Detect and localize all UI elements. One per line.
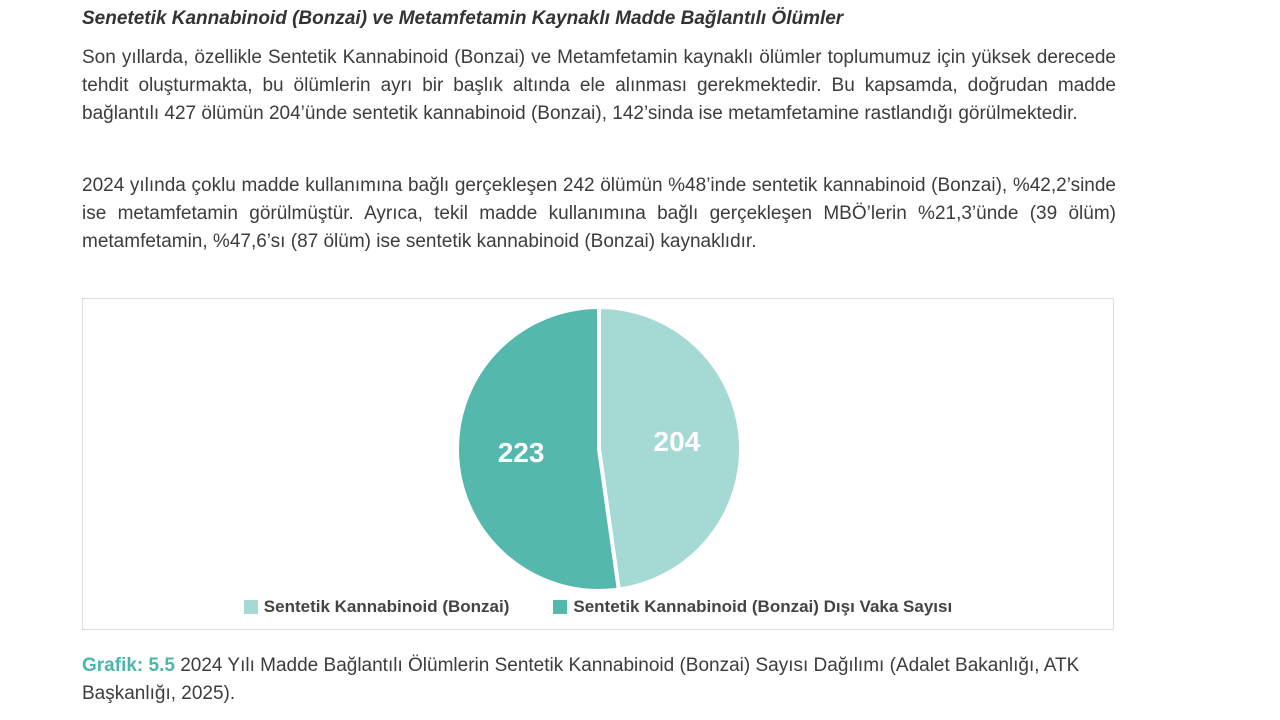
pie-label-bonzai: 204 xyxy=(653,425,701,457)
legend-label-non-bonzai: Sentetik Kannabinoid (Bonzai) Dışı Vaka Sayısı xyxy=(573,597,953,616)
pie-chart xyxy=(83,299,1115,599)
legend-item-non-bonzai xyxy=(553,597,952,617)
paragraph-1: Son yıllarda, özellikle Sentetik Kannabinoid (Bonzai) ve Metamfetamin kaynaklı ölümler toplumumuz için yüksek derecede tehdit oluşturmakta, bu ölümlerin ayrı bir başlık altında ele alınması gerekmektedir. Bu kapsamda, doğrudan madde bağlantılı 427 ölümün 204’ünde sentetik kannabinoid (Bonzai), 142’sinda ise metamfetamine rastlandığı görülmektedir. xyxy=(82,47,1116,124)
legend-item-bonzai xyxy=(244,597,510,617)
pie-label-non-bonzai: 223 xyxy=(497,436,545,468)
legend-swatch-non-bonzai xyxy=(553,600,567,614)
paragraph-2: 2024 yılında çoklu madde kullanımına bağlı gerçekleşen 242 ölümün %48’inde sentetik kannabinoid (Bonzai), %42,2’sinde ise metamfetamin görülmüştür. Ayrıca, tekil madde kullanımına bağlı gerçekleşen MBÖ’lerin %21,3’ünde (39 ölüm) metamfetamin, %47,6’sı (87 ölüm) ise sentetik kannabinoid (Bonzai) kaynaklıdır. xyxy=(82,175,1116,252)
caption-label: Grafik: 5.5 xyxy=(82,655,175,676)
section-heading: Senetetik Kannabinoid (Bonzai) ve Metamfetamin Kaynaklı Madde Bağlantılı Ölümler xyxy=(82,8,844,29)
legend-swatch-bonzai xyxy=(244,600,258,614)
caption-text: 2024 Yılı Madde Bağlantılı Ölümlerin Sentetik Kannabinoid (Bonzai) Sayısı Dağılımı (Adalet Bakanlığı, ATK Başkanlığı, 2025). xyxy=(82,655,1080,704)
legend-label-bonzai: Sentetik Kannabinoid (Bonzai) xyxy=(263,597,510,616)
chart-legend xyxy=(83,597,1113,617)
pie-chart-container xyxy=(82,298,1114,630)
figure-caption xyxy=(82,652,1122,708)
